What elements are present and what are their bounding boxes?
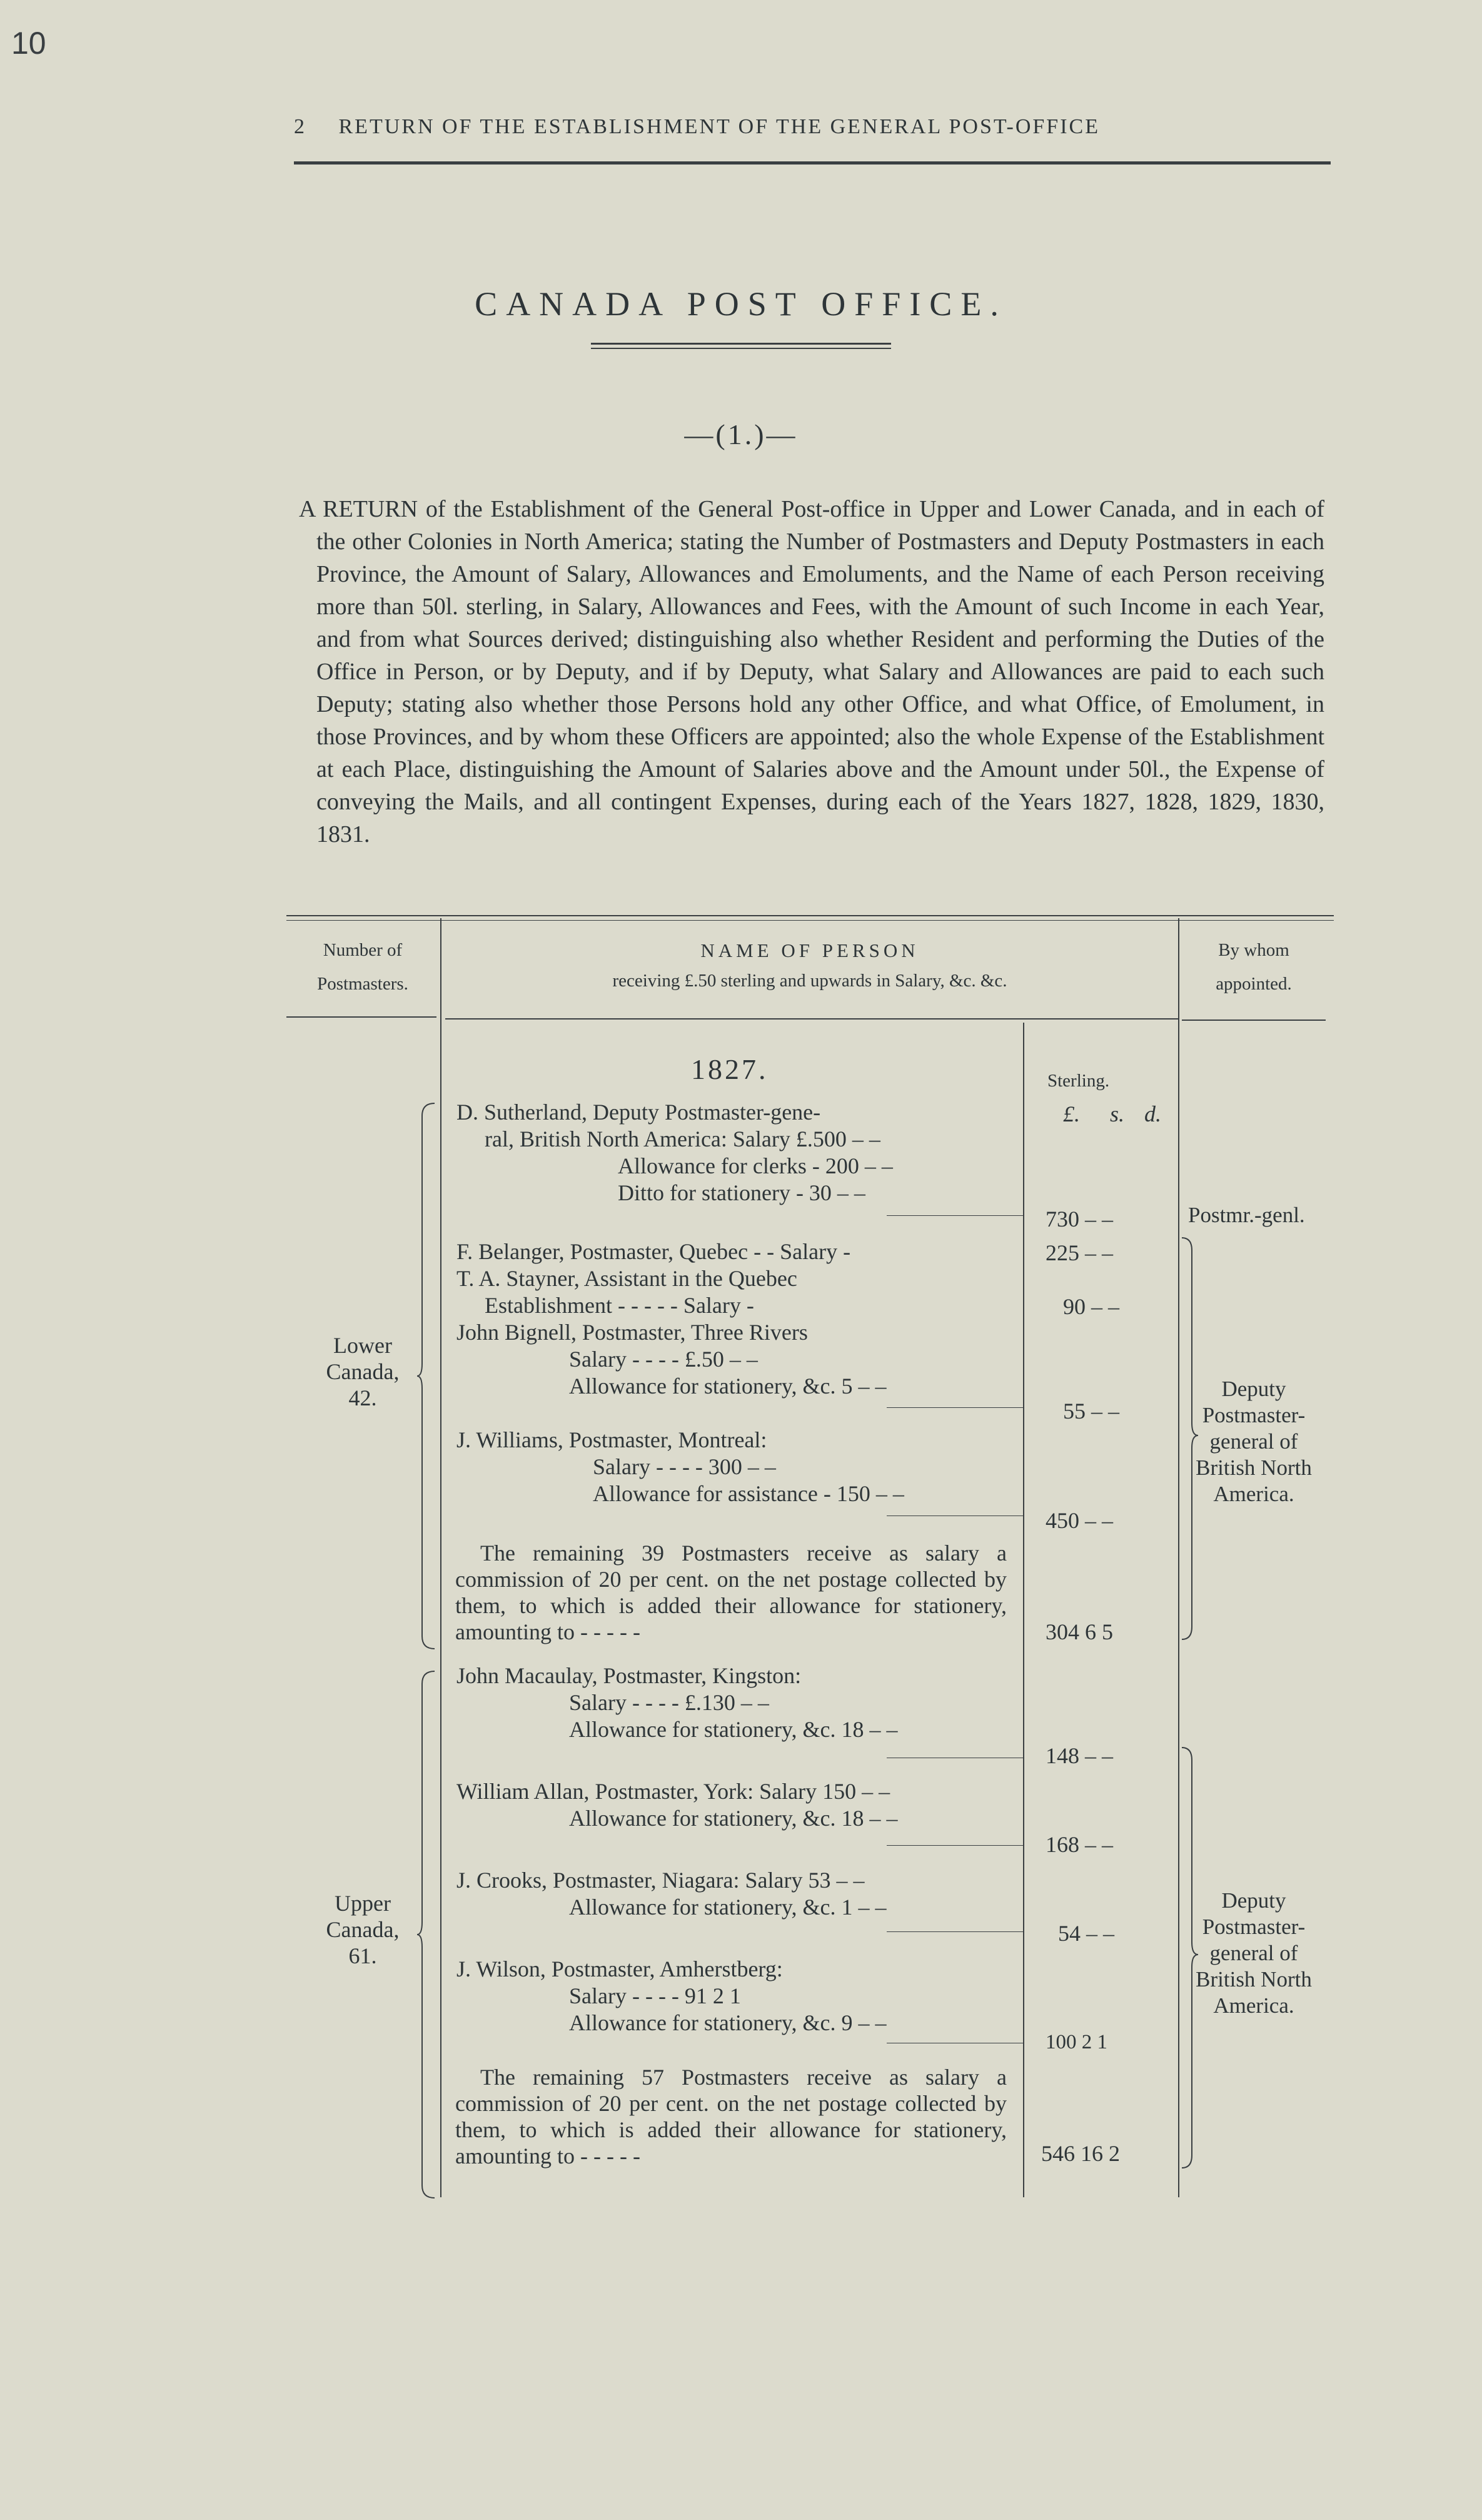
note-lower-canada: The remaining 39 Postmasters receive as salary a commission of 20 per cent. on the net postage collected by them, to which is added their allowance for stationery, amounting to - - - - -: [455, 1541, 1007, 1644]
entry-williams-assistance: Allowance for assistance - 150 – –: [593, 1481, 904, 1506]
year-heading: 1827.: [691, 1053, 769, 1085]
entry-williams-line-1: J. Williams, Postmaster, Montreal:: [456, 1427, 767, 1452]
total-remaining-upper: 546 16 2: [1041, 2141, 1120, 2166]
entry-crooks-stationery: Allowance for stationery, &c. 1 – –: [569, 1895, 887, 1920]
entry-wilson-stationery: Allowance for stationery, &c. 9 – –: [569, 2010, 887, 2035]
header-by-whom-appointed: By whom appointed.: [1216, 940, 1292, 994]
appointer-postmaster-general: Postmr.-genl.: [1188, 1203, 1305, 1227]
subtotal-rule: [887, 1407, 1023, 1408]
entry-stayner-line-1: T. A. Stayner, Assistant in the Quebec: [456, 1266, 797, 1291]
entry-sutherland-clerks: Allowance for clerks - 200 – –: [618, 1153, 893, 1178]
total-macaulay: 148 – –: [1046, 1743, 1113, 1768]
entry-williams-salary: Salary - - - - 300 – –: [593, 1454, 776, 1479]
page-title: CANADA POST OFFICE.: [475, 285, 1007, 323]
lower-canada-brace: [416, 1101, 441, 1651]
entry-macaulay-salary: Salary - - - - £.130 – –: [569, 1690, 769, 1715]
title-rule-2: [591, 348, 891, 349]
pence-label: d.: [1144, 1101, 1161, 1126]
upper-canada-brace: [416, 1669, 441, 2200]
total-crooks: 54 – –: [1058, 1921, 1114, 1946]
total-belanger: 225 – –: [1046, 1240, 1113, 1265]
entry-wilson-line-1: J. Wilson, Postmaster, Amherstberg:: [456, 1956, 783, 1981]
subtotal-rule: [887, 1845, 1023, 1846]
entry-macaulay-line-1: John Macaulay, Postmaster, Kingston:: [456, 1663, 802, 1688]
page-number: 10: [11, 26, 46, 61]
header-bottom-rule-1: [286, 1016, 436, 1018]
header-bottom-rule-2: [445, 1018, 1178, 1020]
header-name-of-person: NAME OF PERSON receiving £.50 sterling and upwards in Salary, &c. &c.: [612, 939, 1007, 991]
province-upper-canada: Upper Canada, 61.: [326, 1891, 400, 1968]
total-williams: 450 – –: [1046, 1508, 1113, 1533]
entry-allan-stationery: Allowance for stationery, &c. 18 – –: [569, 1806, 898, 1831]
appointer-upper-canada: Deputy Postmaster- general of British North America.: [1196, 1888, 1312, 2018]
entry-sutherland-stationery: Ditto for stationery - 30 – –: [618, 1180, 865, 1205]
province-lower-canada: Lower Canada, 42.: [326, 1333, 400, 1410]
entry-wilson-salary: Salary - - - - 91 2 1: [569, 1983, 741, 2008]
entry-macaulay-stationery: Allowance for stationery, &c. 18 – –: [569, 1717, 898, 1742]
entry-bignell-salary: Salary - - - - £.50 – –: [569, 1347, 758, 1372]
shillings-label: s.: [1110, 1101, 1125, 1126]
header-bottom-rule-3: [1182, 1020, 1326, 1021]
table-top-rule-2: [286, 920, 1334, 921]
sterling-label: Sterling.: [1047, 1071, 1110, 1091]
entry-bignell-stationery: Allowance for stationery, &c. 5 – –: [569, 1374, 887, 1399]
total-stayner: 90 – –: [1063, 1294, 1119, 1319]
entry-stayner-line-2: Establishment - - - - - Salary -: [485, 1293, 754, 1318]
total-remaining-lower: 304 6 5: [1046, 1619, 1113, 1644]
note-upper-canada: The remaining 57 Postmasters receive as salary a commission of 20 per cent. on the net postage collected by them, to which is added their allowance for stationery, amounting to - - - - -: [455, 2065, 1007, 2168]
subtotal-rule: [887, 1931, 1023, 1932]
title-rule-1: [591, 343, 891, 345]
table-top-rule: [286, 915, 1334, 916]
running-head-text: RETURN OF THE ESTABLISHMENT OF THE GENERAL POST-OFFICE: [338, 115, 1100, 138]
pounds-label: £.: [1063, 1101, 1080, 1126]
header-rule: [294, 161, 1331, 164]
appointer-lower-canada: Deputy Postmaster- general of British North America.: [1196, 1377, 1312, 1506]
entry-bignell-line-1: John Bignell, Postmaster, Three Rivers: [456, 1320, 808, 1345]
section-number: —(1.)—: [684, 418, 798, 450]
running-head: [294, 115, 1332, 139]
entry-belanger: F. Belanger, Postmaster, Quebec - - Salary -: [456, 1239, 851, 1264]
total-allan: 168 – –: [1046, 1832, 1113, 1857]
entry-sutherland-line-1: D. Sutherland, Deputy Postmaster-gene-: [456, 1100, 821, 1125]
entry-allan-line-1: William Allan, Postmaster, York: Salary 150 – –: [456, 1779, 890, 1804]
header-number-of-postmasters: Number of Postmasters.: [317, 940, 408, 994]
total-sutherland: 730 – –: [1046, 1207, 1113, 1232]
entry-crooks-line-1: J. Crooks, Postmaster, Niagara: Salary 53 – –: [456, 1868, 865, 1893]
intro-text: A RETURN of the Establishment of the General Post-office in Upper and Lower Canada, and in each of the other Colonies in North America; stating the Number of Postmasters and Deputy Postmasters in each Province, the Amount of Salary, Allowances and Emoluments, and the Name of each Person receiving more than 50l. sterling, in Salary, Allowances and Fees, with the Amount of such Income in each Year, and from what Sources derived; distinguishing also whether Resident and performing the Duties of the Office in Person, or by Deputy, and if by Deputy, what Salary and Allowances are paid to each such Deputy; stating also whether those Persons hold any other Office, and what Office, of Emolument, in those Provinces, and by whom these Officers are appointed; also the whole Expense of the Establishment at each Place, distinguishing the Amount of Salaries above and the Amount under 50l., the Expense of conveying the Mails, and all contingent Expenses, during each of the Years 1827, 1828, 1829, 1830, 1831.: [299, 496, 1324, 848]
total-wilson: 100 2 1: [1046, 2031, 1107, 2053]
intro-paragraph: [299, 493, 1324, 851]
entry-sutherland-line-2: ral, British North America: Salary £.500 – –: [485, 1126, 880, 1151]
col-divider-amounts: [1023, 1023, 1024, 2197]
subtotal-rule: [887, 1215, 1023, 1216]
total-bignell: 55 – –: [1063, 1399, 1119, 1424]
running-head-number: 2: [294, 115, 306, 138]
